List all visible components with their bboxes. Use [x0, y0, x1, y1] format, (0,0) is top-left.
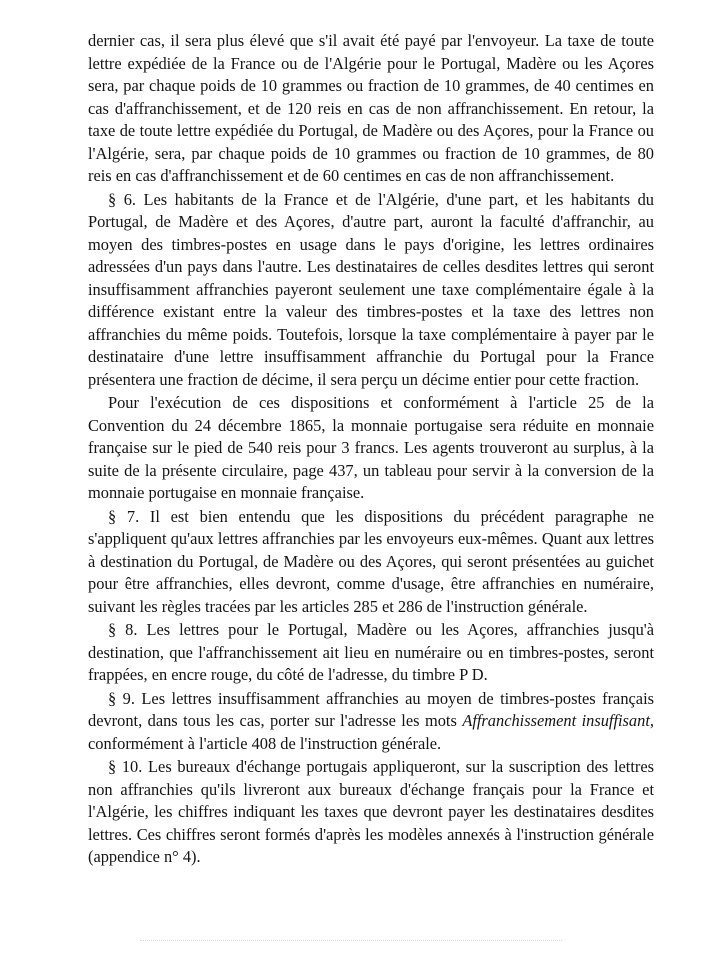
paragraph-section-10: § 10. Les bureaux d'échange portugais appliqueront, sur la suscription des lettres non affranchies qu'ils livreront aux bureaux d'échange français pour la France et l'Algérie, les chiffres indiquant les taxes que devront payer les destinataires desdites lettres. Ces chiffres seront formés d'après les modèles annexés à l'instruction générale (appendice n° 4).	[88, 757, 654, 866]
section-9-text-start: § 9. Les lettres insuffisamment affranchies au moyen de timbres-postes français devront, dans tous les cas, porter sur l'adresse les mots	[88, 688, 654, 730]
paragraph-execution: Pour l'exécution de ces dispositions et conformément à l'article 25 de la Convention du 24 décembre 1865, la monnaie portugaise sera réduite en monnaie française sur le pied de 540 reis pour 3 francs. Les agents trouveront au surplus, à la suite de la présente circulaire, page 437, un tableau pour servir à la conversion de la monnaie portugaise en monnaie française.	[88, 393, 654, 502]
paragraph-section-7: § 7. Il est bien entendu que les dispositions du précédent paragraphe ne s'appliquent qu'aux lettres affranchies par les envoyeurs eux-mêmes. Quant aux lettres à destination du Portugal, de Madère ou des Açores, qui seront présentées au guichet pour être affranchies, elles devront, comme d'usage, être affranchies en numéraire, suivant les règles tracées par les articles 285 et 286 de l'instruction générale.	[88, 506, 654, 616]
paragraph-section-9	[88, 688, 654, 756]
paragraph-section-6: § 6. Les habitants de la France et de l'Algérie, d'une part, et les habitants du Portugal, de Madère et des Açores, d'autre part, auront la faculté d'affranchir, au moyen des timbres-postes en usage dans le pays d'origine, les lettres ordinaires adressées d'un pays dans l'autre. Les destinataires de celles desdites lettres qui seront insuffisamment affranchies payeront seulement une taxe complémentaire égale à la différence existant entre la valeur des timbres-postes et la taxe des lettres non affranchies du même poids. Toutefois, lorsque la taxe complémentaire à payer par le destinataire d'une lettre insuffisamment affranchie du Portugal pour la France présentera une fraction de décime, il sera perçu un décime entier pour cette fraction.	[88, 189, 654, 389]
paragraph-section-8: § 8. Les lettres pour le Portugal, Madère ou les Açores, affranchies jusqu'à destination, que l'affranchissement ait lieu en numéraire ou en timbres-postes, seront frappées, en encre rouge, du côté de l'adresse, du timbre P D.	[88, 620, 654, 684]
section-9-italic-phrase: Affranchissement insuffisant	[462, 711, 650, 730]
section-9-text-end: , conformément à l'article 408 de l'instruction générale.	[88, 711, 654, 753]
paragraph-continuation: dernier cas, il sera plus élevé que s'il avait été payé par l'envoyeur. La taxe de toute lettre expédiée de la France ou de l'Algérie pour le Portugal, Madère ou les Açores sera, par chaque poids de 10 grammes ou fraction de 10 grammes, de 40 centimes en cas d'affranchissement, et de 120 reis en cas de non affranchissement. En retour, la taxe de toute lettre expédiée du Portugal, de Madère ou des Açores, pour la France ou l'Algérie, sera, par chaque poids de 10 grammes ou fraction de 10 grammes, de 80 reis en cas d'affranchissement et de 60 centimes en cas de non affranchissement.	[88, 31, 654, 185]
page-bottom-bleed	[140, 940, 562, 942]
